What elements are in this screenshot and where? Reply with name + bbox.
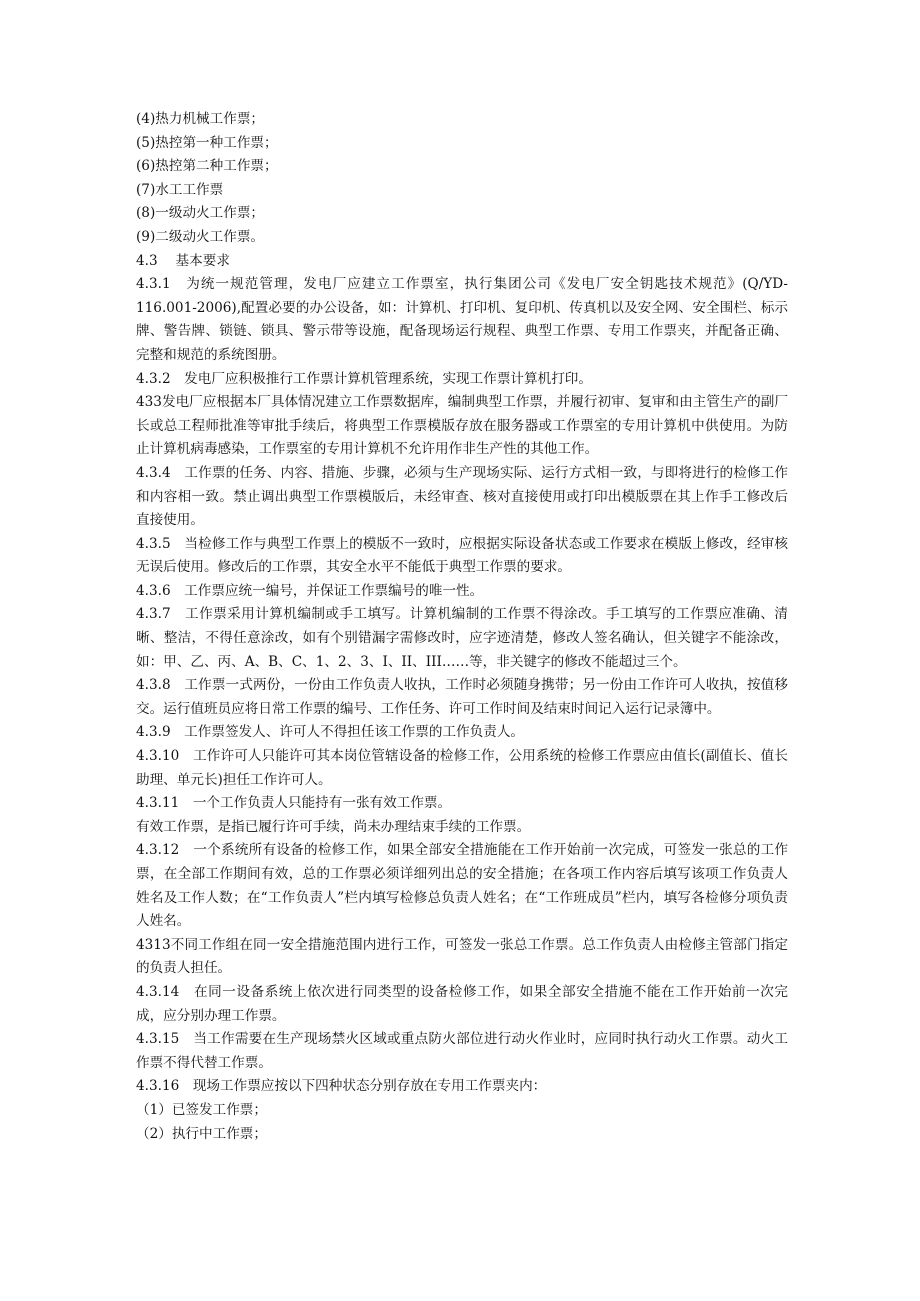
list-item-7: (7)水工工作票 [136, 181, 224, 198]
list-item-8: (8)一级动火工作票； [136, 205, 265, 222]
paragraph-valid-ticket-note: 有效工作票，是指已履行许可手续，尚未办理结束手续的工作票。 [136, 818, 531, 835]
document-body [136, 108, 788, 1146]
status-list-item-2: （2）执行中工作票； [136, 1125, 267, 1142]
paragraph-4-3-5: 4.3.5 当检修工作与典型工作票上的模版不一致时，应根据实际设备状态或工作要求在模版上修改，经审核无误后使用。修改后的工作票，其安全水平不能低于典型工作票的要求。 [136, 535, 788, 576]
paragraph-4-3-2: 4.3.2 发电厂应积极推行工作票计算机管理系统，实现工作票计算机打印。 [136, 370, 592, 387]
paragraph-4-3-4: 4.3.4 工作票的任务、内容、措施、步骤，必须与生产现场实际、运行方式相一致，与即将进行的检修工作和内容相一致。禁止调出典型工作票模版后，未经审查、核对直接使用或打印出模版票在其上作手工修改后直接使用。 [136, 464, 788, 529]
list-item-5: (5)热控第一种工作票； [136, 134, 278, 151]
paragraph-4-3-6: 4.3.6 工作票应统一编号，并保证工作票编号的唯一性。 [136, 582, 484, 599]
list-item-9: (9)二级动火工作票。 [136, 228, 265, 245]
status-list-item-1: （1）已签发工作票； [136, 1101, 267, 1118]
paragraph-4-3-14: 4.3.14 在同一设备系统上依次进行同类型的设备检修工作，如果全部安全措施不能在工作开始前一次完成，应分别办理工作票。 [136, 983, 788, 1024]
paragraph-4-3-8: 4.3.8 工作票一式两份，一份由工作负责人收执，工作时必须随身携带；另一份由工作许可人收执，按值移交。运行值班员应将日常工作票的编号、工作任务、许可工作时间及结束时间记入运行记录簿中。 [136, 677, 788, 717]
paragraph-4-3-10: 4.3.10 工作许可人只能许可其本岗位管辖设备的检修工作，公用系统的检修工作票应由值长(副值长、值长助理、单元长)担任工作许可人。 [136, 748, 788, 788]
paragraph-4-3-7: 4.3.7 工作票采用计算机编制或手工填写。计算机编制的工作票不得涂改。手工填写的工作票应准确、清晰、整洁，不得任意涂改，如有个别错漏字需修改时，应字迹清楚，修改人签名确认，但关键字不能涂改，如：甲、乙、丙、A、B、C、1、2、3、I、II、III……等，非关键字的修改不能超过三个。 [136, 606, 788, 670]
list-item-6: (6)热控第二种工作票； [136, 158, 278, 175]
paragraph-4-3-1: 4.3.1 为统一规范管理，发电厂应建立工作票室，执行集团公司《发电厂安全钥匙技术规范》(Q/YD-116.001-2006),配置必要的办公设备，如：计算机、打印机、复印机、传真机以及安全网、安全围栏、标示牌、警告牌、锁链、锁具、警示带等设施，配备现场运行规程、典型工作票、专用工作票夹，并配备正确、完整和规范的系统图册。 [136, 276, 788, 363]
paragraph-4-3-9: 4.3.9 工作票签发人、许可人不得担任该工作票的工作负责人。 [136, 724, 525, 741]
paragraph-4-3-15: 4.3.15 当工作需要在生产现场禁火区域或重点防火部位进行动火作业时，应同时执行动火工作票。动火工作票不得代替工作票。 [136, 1031, 788, 1071]
paragraph-4-3-12: 4.3.12 一个系统所有设备的检修工作，如果全部安全措施能在工作开始前一次完成，可签发一张总的工作票，在全部工作期间有效，总的工作票必须详细列出总的安全措施；在各项工作内容后填写该项工作负责人姓名及工作人数；在“工作负责人”栏内填写检修总负责人姓名；在“工作班成员”栏内，填写各检修分项负责人姓名。 [136, 842, 788, 930]
paragraph-4-3-16: 4.3.16 现场工作票应按以下四种状态分别存放在专用工作票夹内： [136, 1078, 547, 1095]
paragraph-4-3-3: 433发电厂应根据本厂具体情况建立工作票数据库，编制典型工作票，并履行初审、复审和由主管生产的副厂长或总工程师批准等审批手续后，将典型工作票模版存放在服务器或工作票室的专用计算机中供使用。为防止计算机病毒感染，工作票室的专用计算机不允许用作非生产性的其他工作。 [136, 394, 788, 458]
paragraph-4-3-11: 4.3.11 一个工作负责人只能持有一张有效工作票。 [136, 795, 452, 812]
list-item-4: (4)热力机械工作票； [136, 111, 265, 127]
section-heading-4-3: 4.3 基本要求 [136, 252, 230, 269]
paragraph-4-3-13: 4313不同工作组在同一安全措施范围内进行工作，可签发一张总工作票。总工作负责人由检修主管部门指定的负责人担任。 [136, 936, 788, 977]
